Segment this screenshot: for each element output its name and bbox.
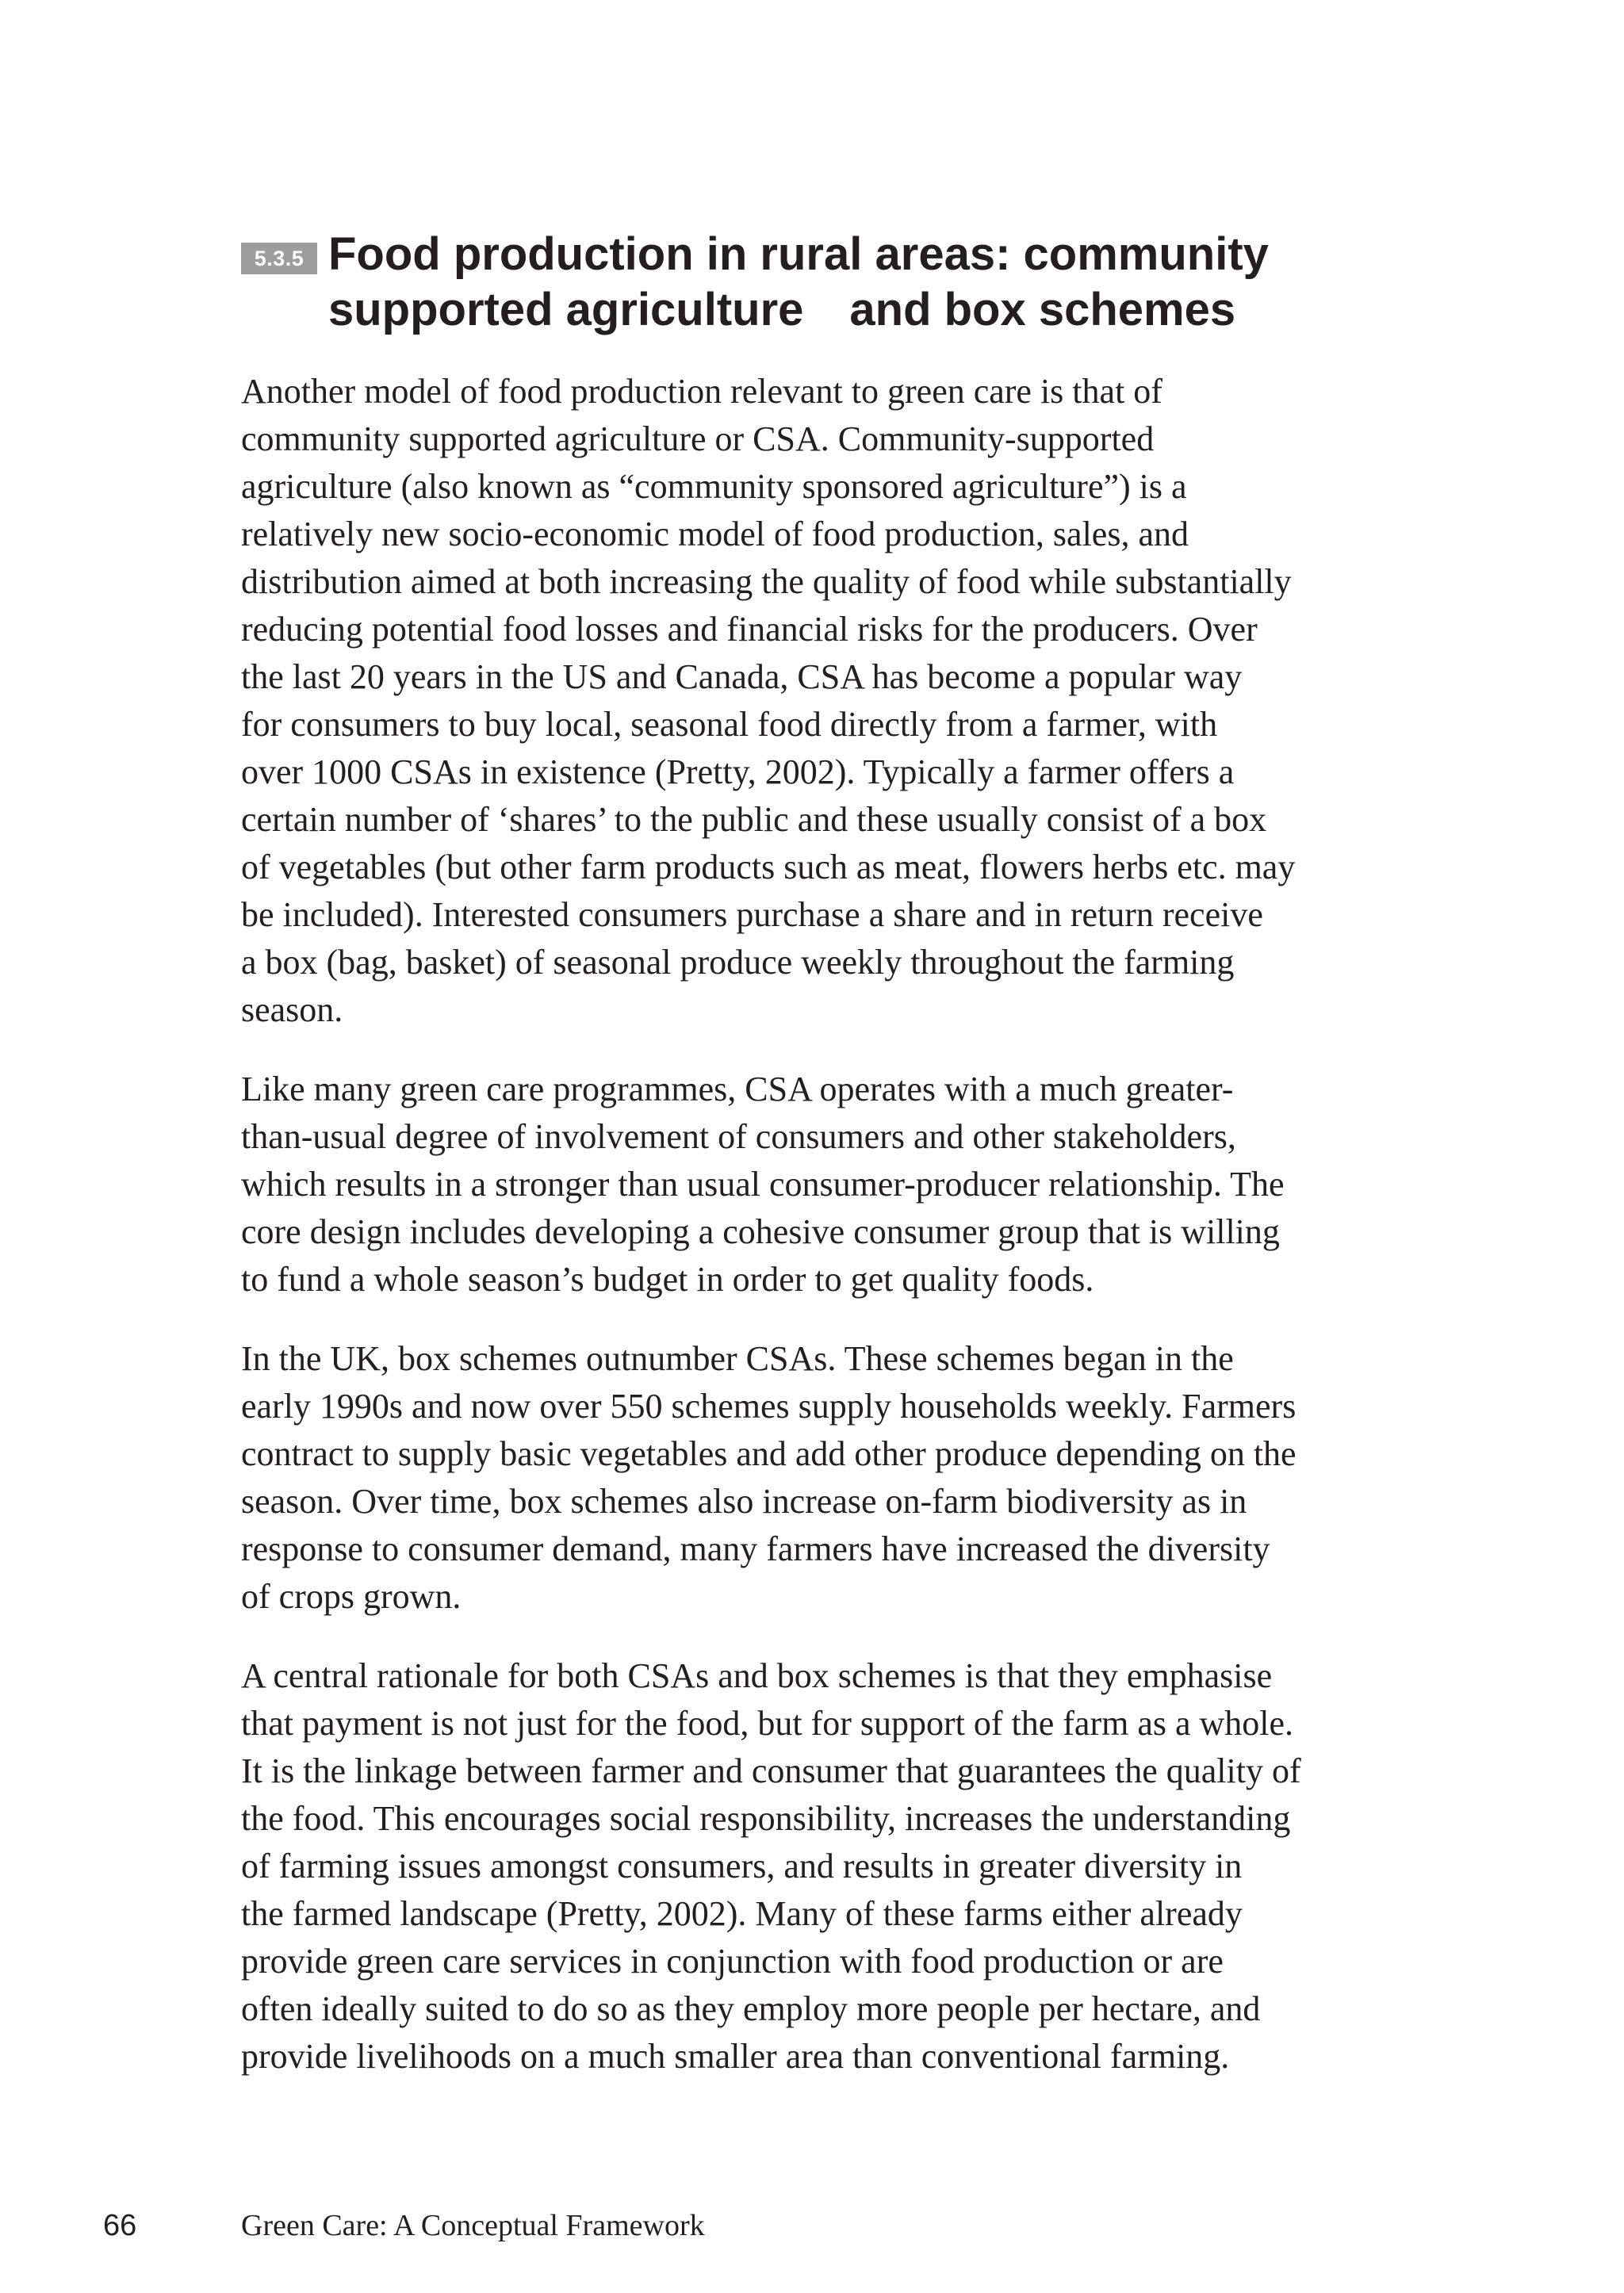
text-line: which results in a stronger than usual consumer-producer relationship. The xyxy=(241,1165,1285,1204)
text-line: the food. This encourages social responsibility, increases the understanding xyxy=(241,1799,1291,1838)
text-line: over 1000 CSAs in existence (Pretty, 2002). Typically a farmer offers a xyxy=(241,752,1235,791)
text-line: a box (bag, basket) of seasonal produce weekly throughout the farming xyxy=(241,943,1235,982)
text-line: reducing potential food losses and financial risks for the producers. Over xyxy=(241,610,1258,649)
text-line: for consumers to buy local, seasonal food directly from a farmer, with xyxy=(241,705,1218,744)
paragraph-central-rationale xyxy=(241,1652,1399,2081)
paragraph-csa-intro xyxy=(241,368,1399,1034)
text-line: of vegetables (but other farm products such as meat, flowers herbs etc. may xyxy=(241,848,1296,886)
body-text xyxy=(241,368,1399,2112)
text-line: In the UK, box schemes outnumber CSAs. These schemes began in the xyxy=(241,1339,1234,1378)
text-line: season. Over time, box schemes also increase on-farm biodiversity as in xyxy=(241,1482,1247,1521)
page-number: 66 xyxy=(103,2209,137,2242)
text-line: It is the linkage between farmer and consumer that guarantees the quality of xyxy=(241,1751,1301,1790)
text-line: the last 20 years in the US and Canada, CSA has become a popular way xyxy=(241,657,1243,696)
section-title-line: Food production in rural areas: community xyxy=(328,228,1269,280)
text-line: contract to supply basic vegetables and add other produce depending on the xyxy=(241,1434,1297,1473)
text-line: the farmed landscape (Pretty, 2002). Many of these farms either already xyxy=(241,1894,1243,1933)
section-title-line: supported agriculture and box schemes xyxy=(328,284,1236,335)
text-line: certain number of ‘shares’ to the public and these usually consist of a box xyxy=(241,800,1267,839)
text-line: provide green care services in conjunction with food production or are xyxy=(241,1942,1224,1981)
text-line: community supported agriculture or CSA. Community-supported xyxy=(241,419,1155,458)
running-footer-title: Green Care: A Conceptual Framework xyxy=(241,2209,705,2242)
text-line: distribution aimed at both increasing the quality of food while substantially xyxy=(241,562,1292,601)
text-line: of crops grown. xyxy=(241,1577,462,1616)
text-line: often ideally suited to do so as they employ more people per hectare, and xyxy=(241,1989,1261,2028)
section-title xyxy=(328,227,1431,338)
text-line: provide livelihoods on a much smaller area than conventional farming. xyxy=(241,2037,1230,2076)
text-line: season. xyxy=(241,990,343,1029)
text-line: to fund a whole season’s budget in order to get quality foods. xyxy=(241,1260,1094,1299)
text-line: core design includes developing a cohesive consumer group that is willing xyxy=(241,1212,1280,1251)
text-line: A central rationale for both CSAs and box schemes is that they emphasise xyxy=(241,1656,1273,1695)
text-line: relatively new socio-economic model of food production, sales, and xyxy=(241,515,1189,553)
text-line: of farming issues amongst consumers, and results in greater diversity in xyxy=(241,1847,1243,1885)
section-number-badge: 5.3.5 xyxy=(241,243,317,274)
paragraph-csa-design xyxy=(241,1066,1399,1303)
text-line: Another model of food production relevant to green care is that of xyxy=(241,372,1162,411)
text-line: be included). Interested consumers purchase a share and in return receive xyxy=(241,895,1263,934)
text-line: that payment is not just for the food, but for support of the farm as a whole. xyxy=(241,1704,1294,1743)
text-line: response to consumer demand, many farmers have increased the diversity xyxy=(241,1529,1270,1568)
paragraph-uk-box-schemes xyxy=(241,1335,1399,1621)
text-line: agriculture (also known as “community sponsored agriculture”) is a xyxy=(241,467,1187,506)
text-line: Like many green care programmes, CSA operates with a much greater- xyxy=(241,1070,1234,1108)
text-line: than-usual degree of involvement of consumers and other stakeholders, xyxy=(241,1117,1236,1156)
text-line: early 1990s and now over 550 schemes supply households weekly. Farmers xyxy=(241,1387,1297,1426)
